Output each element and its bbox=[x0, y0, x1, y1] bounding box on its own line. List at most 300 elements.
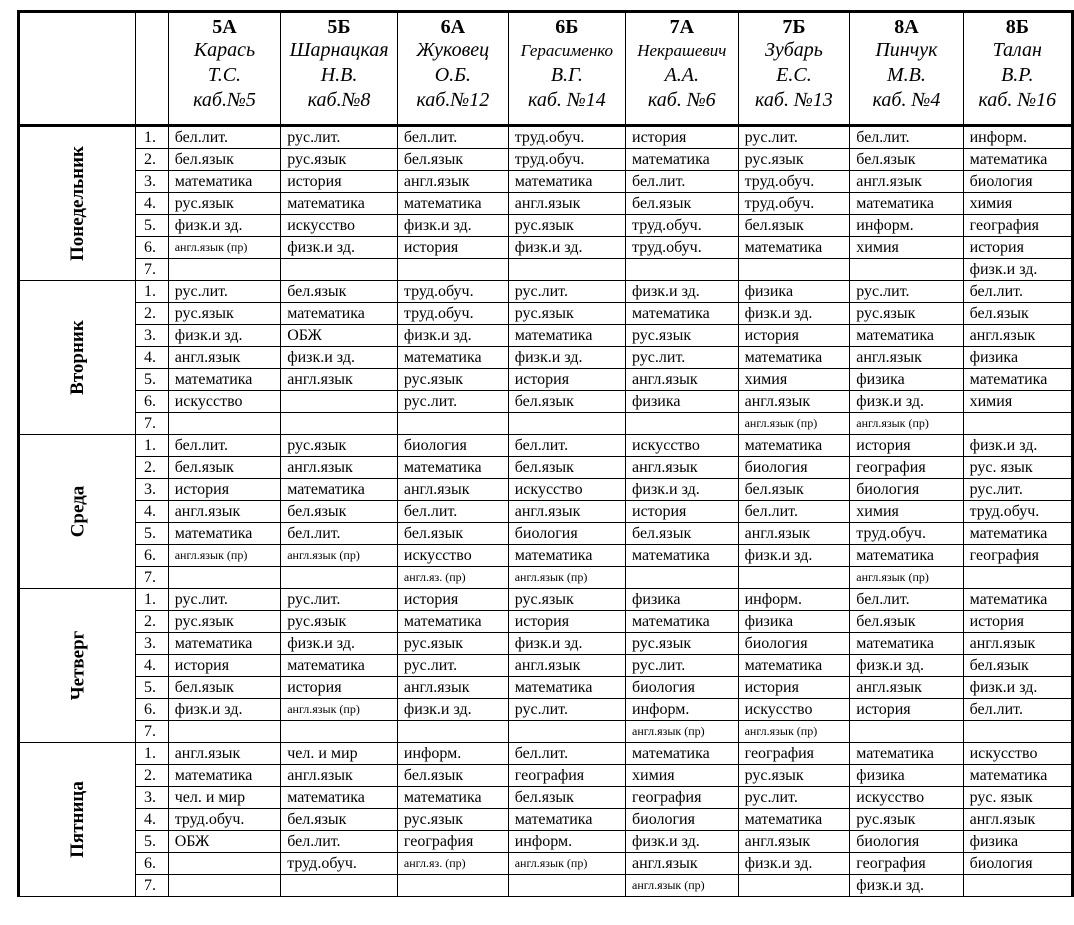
lesson-row bbox=[19, 303, 1073, 325]
subject-cell bbox=[508, 721, 625, 743]
subject-cell bbox=[168, 721, 281, 743]
subject-cell: англ.язык bbox=[508, 193, 625, 215]
subject-cell: математика bbox=[168, 369, 281, 391]
subject-cell: бел.язык bbox=[738, 215, 850, 237]
subject-cell: бел.язык bbox=[281, 281, 398, 303]
lesson-number: 2. bbox=[136, 611, 169, 633]
room-number: каб. №6 bbox=[647, 89, 716, 111]
subject-cell: искусство bbox=[626, 435, 739, 457]
subject-cell: химия bbox=[963, 391, 1072, 413]
lesson-row bbox=[19, 787, 1073, 809]
subject-cell: рус.лит. bbox=[508, 699, 625, 721]
subject-cell: биология bbox=[397, 435, 508, 457]
subject-cell: бел.язык bbox=[397, 149, 508, 171]
subject-cell bbox=[397, 413, 508, 435]
lesson-row bbox=[19, 369, 1073, 391]
subject-cell bbox=[397, 259, 508, 281]
subject-cell: рус.лит. bbox=[168, 589, 281, 611]
subject-cell: математика bbox=[508, 171, 625, 193]
subject-cell bbox=[963, 875, 1072, 897]
day-name: Четверг bbox=[67, 630, 89, 700]
subject-cell: англ.язык bbox=[626, 457, 739, 479]
subject-cell: рус.лит. bbox=[168, 281, 281, 303]
room-number: каб. №13 bbox=[755, 89, 833, 111]
subject-cell: бел.лит. bbox=[397, 126, 508, 149]
lesson-row bbox=[19, 633, 1073, 655]
subject-cell: чел. и мир bbox=[281, 743, 398, 765]
lesson-number: 2. bbox=[136, 457, 169, 479]
lesson-number: 4. bbox=[136, 809, 169, 831]
subject-cell: география bbox=[397, 831, 508, 853]
class-name: 7А bbox=[669, 16, 695, 38]
subject-cell: физк.и зд. bbox=[281, 633, 398, 655]
teacher-initials: Н.В. bbox=[320, 64, 358, 86]
subject-cell: англ.язык bbox=[738, 831, 850, 853]
class-name: 7Б bbox=[782, 16, 806, 38]
subject-cell: труд.обуч. bbox=[508, 149, 625, 171]
subject-cell: биология bbox=[738, 633, 850, 655]
lesson-number: 2. bbox=[136, 149, 169, 171]
subject-cell: информ. bbox=[738, 589, 850, 611]
subject-cell: труд.обуч. bbox=[963, 501, 1072, 523]
subject-cell: история bbox=[850, 699, 963, 721]
subject-cell: труд.обуч. bbox=[738, 193, 850, 215]
subject-cell: чел. и мир bbox=[168, 787, 281, 809]
lesson-number: 2. bbox=[136, 303, 169, 325]
subject-cell: ОБЖ bbox=[168, 831, 281, 853]
subject-cell: биология bbox=[850, 831, 963, 853]
subject-cell: информ. bbox=[397, 743, 508, 765]
subject-cell: рус.лит. bbox=[397, 391, 508, 413]
subject-cell: рус.язык bbox=[508, 303, 625, 325]
class-name: 6А bbox=[440, 16, 466, 38]
lesson-number: 3. bbox=[136, 633, 169, 655]
subject-cell bbox=[626, 413, 739, 435]
subject-cell bbox=[397, 875, 508, 897]
lesson-number: 1. bbox=[136, 281, 169, 303]
subject-cell: труд.обуч. bbox=[508, 126, 625, 149]
subject-cell: бел.язык bbox=[626, 193, 739, 215]
teacher-initials: В.Г. bbox=[550, 64, 583, 86]
subject-cell: математика bbox=[508, 677, 625, 699]
subject-cell: рус. язык bbox=[963, 787, 1072, 809]
subject-cell: история bbox=[397, 589, 508, 611]
subject-cell: рус.язык bbox=[397, 369, 508, 391]
subject-cell: математика bbox=[626, 149, 739, 171]
lesson-row bbox=[19, 655, 1073, 677]
subject-cell: бел.язык bbox=[168, 149, 281, 171]
subject-cell: англ.язык bbox=[963, 633, 1072, 655]
subject-cell: биология bbox=[626, 809, 739, 831]
subject-cell: рус.язык bbox=[281, 611, 398, 633]
lesson-number: 3. bbox=[136, 787, 169, 809]
lesson-row bbox=[19, 611, 1073, 633]
lesson-row bbox=[19, 126, 1073, 149]
subject-cell bbox=[508, 875, 625, 897]
subject-cell: математика bbox=[397, 787, 508, 809]
subject-cell: история bbox=[397, 237, 508, 259]
class-header bbox=[626, 12, 739, 126]
subject-cell: рус.язык bbox=[850, 303, 963, 325]
subject-cell: англ.язык (пр) bbox=[626, 875, 739, 897]
subject-cell: физк.и зд. bbox=[281, 347, 398, 369]
subject-cell: рус.язык bbox=[281, 149, 398, 171]
subject-cell: физика bbox=[963, 831, 1072, 853]
subject-cell: история bbox=[850, 435, 963, 457]
subject-cell: история bbox=[626, 126, 739, 149]
subject-cell: рус.лит. bbox=[281, 589, 398, 611]
subject-cell: труд.обуч. bbox=[626, 215, 739, 237]
teacher-initials: О.Б. bbox=[434, 64, 471, 86]
subject-cell: бел.язык bbox=[963, 655, 1072, 677]
subject-cell: труд.обуч. bbox=[626, 237, 739, 259]
teacher-initials: В.Р. bbox=[1001, 64, 1034, 86]
room-number: каб. №4 bbox=[872, 89, 941, 111]
lesson-number: 3. bbox=[136, 479, 169, 501]
subject-cell: история bbox=[963, 237, 1072, 259]
subject-cell: англ.язык (пр) bbox=[508, 567, 625, 589]
subject-cell: математика bbox=[850, 545, 963, 567]
subject-cell: математика bbox=[963, 589, 1072, 611]
subject-cell bbox=[626, 567, 739, 589]
lesson-row bbox=[19, 391, 1073, 413]
subject-cell: математика bbox=[850, 743, 963, 765]
subject-cell: физк.и зд. bbox=[626, 281, 739, 303]
subject-cell: география bbox=[850, 457, 963, 479]
lesson-row bbox=[19, 809, 1073, 831]
subject-cell: труд.обуч. bbox=[281, 853, 398, 875]
subject-cell: биология bbox=[626, 677, 739, 699]
subject-cell: физк.и зд. bbox=[397, 699, 508, 721]
subject-cell: математика bbox=[738, 809, 850, 831]
subject-cell: бел.лит. bbox=[850, 126, 963, 149]
subject-cell: история bbox=[626, 501, 739, 523]
subject-cell: история bbox=[168, 655, 281, 677]
corner-cell bbox=[19, 12, 136, 126]
subject-cell: физк.и зд. bbox=[168, 325, 281, 347]
subject-cell: англ.язык bbox=[850, 171, 963, 193]
subject-cell: бел.лит. bbox=[168, 126, 281, 149]
lesson-row bbox=[19, 171, 1073, 193]
subject-cell: ОБЖ bbox=[281, 325, 398, 347]
subject-cell bbox=[281, 567, 398, 589]
lesson-number: 4. bbox=[136, 347, 169, 369]
subject-cell bbox=[963, 721, 1072, 743]
lesson-row bbox=[19, 831, 1073, 853]
subject-cell: бел.лит. bbox=[508, 435, 625, 457]
lesson-row bbox=[19, 523, 1073, 545]
subject-cell: англ.язык bbox=[738, 523, 850, 545]
corner-cell bbox=[136, 12, 169, 126]
subject-cell: физк.и зд. bbox=[626, 479, 739, 501]
subject-cell: математика bbox=[963, 765, 1072, 787]
subject-cell: рус.язык bbox=[850, 809, 963, 831]
subject-cell: физика bbox=[738, 611, 850, 633]
subject-cell: англ.язык bbox=[281, 457, 398, 479]
day-name: Пятница bbox=[67, 780, 89, 858]
subject-cell: англ.язык (пр) bbox=[281, 545, 398, 567]
subject-cell: рус.лит. bbox=[626, 655, 739, 677]
subject-cell: физк.и зд. bbox=[626, 831, 739, 853]
subject-cell: искусство bbox=[281, 215, 398, 237]
subject-cell: химия bbox=[850, 501, 963, 523]
schedule-table bbox=[17, 10, 1074, 897]
subject-cell: рус.лит. bbox=[508, 281, 625, 303]
subject-cell: англ.язык bbox=[963, 809, 1072, 831]
subject-cell: математика bbox=[963, 149, 1072, 171]
subject-cell: бел.язык bbox=[281, 501, 398, 523]
subject-cell: физк.и зд. bbox=[738, 545, 850, 567]
subject-cell: физк.и зд. bbox=[963, 259, 1072, 281]
lesson-row bbox=[19, 457, 1073, 479]
class-header bbox=[168, 12, 281, 126]
subject-cell: история bbox=[738, 677, 850, 699]
subject-cell: математика bbox=[738, 347, 850, 369]
subject-cell: математика bbox=[397, 457, 508, 479]
subject-cell: бел.лит. bbox=[963, 281, 1072, 303]
subject-cell: математика bbox=[850, 193, 963, 215]
lesson-number: 7. bbox=[136, 259, 169, 281]
lesson-row bbox=[19, 699, 1073, 721]
subject-cell: искусство bbox=[738, 699, 850, 721]
subject-cell: математика bbox=[963, 369, 1072, 391]
subject-cell: бел.язык bbox=[850, 611, 963, 633]
lesson-number: 1. bbox=[136, 743, 169, 765]
subject-cell bbox=[850, 259, 963, 281]
teacher-initials: Т.С. bbox=[207, 64, 242, 86]
subject-cell bbox=[281, 259, 398, 281]
subject-cell: бел.язык bbox=[168, 457, 281, 479]
subject-cell: бел.язык bbox=[168, 677, 281, 699]
subject-cell: математика bbox=[508, 325, 625, 347]
lesson-row bbox=[19, 501, 1073, 523]
room-number: каб.№8 bbox=[307, 89, 371, 111]
lesson-row bbox=[19, 765, 1073, 787]
subject-cell bbox=[963, 567, 1072, 589]
subject-cell: биология bbox=[508, 523, 625, 545]
subject-cell bbox=[397, 721, 508, 743]
subject-cell: англ.язык bbox=[168, 501, 281, 523]
day-label-cell bbox=[19, 743, 136, 897]
subject-cell: бел.лит. bbox=[626, 171, 739, 193]
subject-cell: труд.обуч. bbox=[397, 303, 508, 325]
subject-cell: рус.язык bbox=[168, 303, 281, 325]
lesson-number: 3. bbox=[136, 171, 169, 193]
lesson-row bbox=[19, 743, 1073, 765]
subject-cell: англ.язык bbox=[626, 369, 739, 391]
subject-cell: математика bbox=[168, 633, 281, 655]
subject-cell: бел.лит. bbox=[963, 699, 1072, 721]
subject-cell: англ.язык bbox=[168, 347, 281, 369]
subject-cell bbox=[508, 413, 625, 435]
subject-cell: бел.язык bbox=[508, 391, 625, 413]
subject-cell: география bbox=[508, 765, 625, 787]
subject-cell: физика bbox=[963, 347, 1072, 369]
subject-cell: химия bbox=[626, 765, 739, 787]
lesson-number: 1. bbox=[136, 435, 169, 457]
subject-cell: математика bbox=[626, 743, 739, 765]
header-row bbox=[19, 12, 1073, 126]
subject-cell: англ.язык bbox=[850, 347, 963, 369]
day-label-cell bbox=[19, 126, 136, 281]
subject-cell: география bbox=[850, 853, 963, 875]
subject-cell: химия bbox=[850, 237, 963, 259]
subject-cell: рус.язык bbox=[508, 589, 625, 611]
class-name: 8Б bbox=[1005, 16, 1029, 38]
teacher-surname: Шарнацкая bbox=[289, 39, 389, 61]
subject-cell: химия bbox=[738, 369, 850, 391]
lesson-number: 4. bbox=[136, 193, 169, 215]
lesson-row bbox=[19, 589, 1073, 611]
lesson-row bbox=[19, 875, 1073, 897]
subject-cell: география bbox=[626, 787, 739, 809]
subject-cell: география bbox=[738, 743, 850, 765]
class-header bbox=[850, 12, 963, 126]
subject-cell bbox=[168, 875, 281, 897]
subject-cell: математика bbox=[397, 193, 508, 215]
lesson-number: 5. bbox=[136, 369, 169, 391]
subject-cell: физк.и зд. bbox=[508, 347, 625, 369]
teacher-surname: Зубарь bbox=[764, 39, 823, 61]
subject-cell: математика bbox=[281, 479, 398, 501]
lesson-row bbox=[19, 435, 1073, 457]
lesson-row bbox=[19, 281, 1073, 303]
lesson-row bbox=[19, 259, 1073, 281]
subject-cell: математика bbox=[281, 193, 398, 215]
lesson-number: 3. bbox=[136, 325, 169, 347]
subject-cell: бел.лит. bbox=[397, 501, 508, 523]
subject-cell bbox=[738, 875, 850, 897]
subject-cell: рус. язык bbox=[963, 457, 1072, 479]
teacher-surname: Жуковец bbox=[416, 39, 490, 61]
subject-cell: англ.язык bbox=[281, 369, 398, 391]
class-header bbox=[738, 12, 850, 126]
lesson-number: 2. bbox=[136, 765, 169, 787]
subject-cell: физк.и зд. bbox=[508, 633, 625, 655]
subject-cell: англ.язык bbox=[168, 743, 281, 765]
subject-cell bbox=[168, 259, 281, 281]
lesson-number: 5. bbox=[136, 523, 169, 545]
subject-cell bbox=[850, 721, 963, 743]
class-name: 5Б bbox=[327, 16, 351, 38]
subject-cell: история bbox=[508, 369, 625, 391]
subject-cell: искусство bbox=[508, 479, 625, 501]
subject-cell: физк.и зд. bbox=[168, 699, 281, 721]
subject-cell: физк.и зд. bbox=[397, 325, 508, 347]
subject-cell: биология bbox=[850, 479, 963, 501]
subject-cell: англ.язык bbox=[281, 765, 398, 787]
subject-cell bbox=[168, 413, 281, 435]
lesson-number: 5. bbox=[136, 677, 169, 699]
lesson-number: 6. bbox=[136, 853, 169, 875]
subject-cell: история bbox=[281, 171, 398, 193]
subject-cell: математика bbox=[508, 545, 625, 567]
subject-cell: история bbox=[508, 611, 625, 633]
class-header bbox=[508, 12, 625, 126]
subject-cell: физк.и зд. bbox=[281, 237, 398, 259]
teacher-initials: А.А. bbox=[664, 64, 700, 86]
subject-cell: бел.язык bbox=[281, 809, 398, 831]
subject-cell: рус.лит. bbox=[281, 126, 398, 149]
subject-cell bbox=[281, 875, 398, 897]
lesson-number: 5. bbox=[136, 831, 169, 853]
lesson-number: 7. bbox=[136, 875, 169, 897]
subject-cell bbox=[281, 413, 398, 435]
subject-cell: физк.и зд. bbox=[508, 237, 625, 259]
subject-cell: англ.язык bbox=[626, 853, 739, 875]
subject-cell: физк.и зд. bbox=[738, 853, 850, 875]
lesson-row bbox=[19, 545, 1073, 567]
subject-cell: физк.и зд. bbox=[850, 655, 963, 677]
teacher-surname: Карась bbox=[193, 39, 256, 61]
subject-cell: бел.лит. bbox=[281, 831, 398, 853]
subject-cell: англ.язык bbox=[508, 501, 625, 523]
subject-cell: математика bbox=[168, 765, 281, 787]
subject-cell: бел.язык bbox=[397, 765, 508, 787]
subject-cell bbox=[963, 413, 1072, 435]
subject-cell: физика bbox=[626, 391, 739, 413]
lesson-number: 7. bbox=[136, 721, 169, 743]
teacher-initials: Е.С. bbox=[776, 64, 812, 86]
subject-cell: бел.язык bbox=[738, 479, 850, 501]
lesson-number: 6. bbox=[136, 391, 169, 413]
subject-cell: математика bbox=[850, 633, 963, 655]
subject-cell: бел.язык bbox=[963, 303, 1072, 325]
subject-cell: искусство bbox=[850, 787, 963, 809]
subject-cell bbox=[626, 259, 739, 281]
subject-cell: рус.лит. bbox=[738, 787, 850, 809]
subject-cell: искусство bbox=[963, 743, 1072, 765]
subject-cell: англ.язык bbox=[508, 655, 625, 677]
lesson-number: 4. bbox=[136, 655, 169, 677]
subject-cell: математика bbox=[626, 545, 739, 567]
subject-cell: рус.лит. bbox=[397, 655, 508, 677]
subject-cell: англ.язык bbox=[738, 391, 850, 413]
teacher-initials: М.В. bbox=[886, 64, 926, 86]
class-name: 6Б bbox=[555, 16, 579, 38]
subject-cell: история bbox=[738, 325, 850, 347]
subject-cell: бел.язык bbox=[508, 457, 625, 479]
class-name: 5А bbox=[212, 16, 237, 38]
subject-cell: физк.и зд. bbox=[397, 215, 508, 237]
subject-cell: математика bbox=[281, 303, 398, 325]
teacher-surname: Талан bbox=[992, 39, 1042, 61]
subject-cell: рус.язык bbox=[168, 611, 281, 633]
subject-cell: физк.и зд. bbox=[850, 875, 963, 897]
subject-cell: физк.и зд. bbox=[963, 677, 1072, 699]
subject-cell: бел.язык bbox=[508, 787, 625, 809]
subject-cell: англ.язык (пр) bbox=[850, 567, 963, 589]
lesson-number: 1. bbox=[136, 589, 169, 611]
subject-cell: история bbox=[281, 677, 398, 699]
subject-cell: история bbox=[963, 611, 1072, 633]
subject-cell: математика bbox=[738, 655, 850, 677]
subject-cell: математика bbox=[738, 237, 850, 259]
day-label-cell bbox=[19, 589, 136, 743]
subject-cell: бел.язык bbox=[850, 149, 963, 171]
subject-cell: физк.и зд. bbox=[738, 303, 850, 325]
subject-cell: математика bbox=[963, 523, 1072, 545]
lesson-number: 7. bbox=[136, 567, 169, 589]
subject-cell: химия bbox=[963, 193, 1072, 215]
subject-cell: биология bbox=[963, 853, 1072, 875]
day-label-cell bbox=[19, 435, 136, 589]
lesson-row bbox=[19, 413, 1073, 435]
subject-cell: математика bbox=[397, 611, 508, 633]
lesson-number: 5. bbox=[136, 215, 169, 237]
subject-cell: бел.язык bbox=[397, 523, 508, 545]
lesson-row bbox=[19, 149, 1073, 171]
